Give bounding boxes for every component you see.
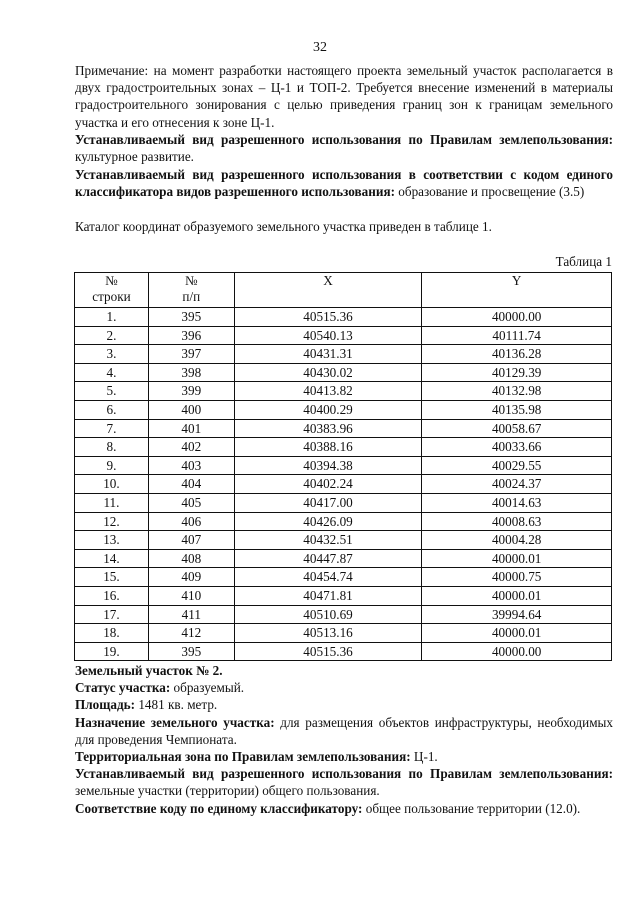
header-y: Y <box>422 273 612 308</box>
cell-pp-number: 398 <box>148 363 234 382</box>
plot2-area-label: Площадь: <box>75 697 136 713</box>
use-classifier-value: образование и просвещение (3.5) <box>394 184 585 200</box>
plot2-area-value: 1481 кв. метр. <box>135 697 218 713</box>
note-paragraph: Примечание: на момент разработки настоящего проекта земельный участок располагается в двух градостроительных зонах – Ц-1 и ТОП-2. Требуется внесение изменений в материалы градостроительного зонирования с целью приведения границ зон к границам земельного участка и его отнесения к зоне Ц-1. <box>75 63 613 130</box>
table-row <box>75 438 612 457</box>
plot2-use-rules <box>75 765 613 799</box>
plot2-purpose <box>75 714 613 748</box>
plot2-use-rules-value: земельные участки (территории) общего пользования. <box>75 783 380 799</box>
cell-row-number: 10. <box>75 475 149 494</box>
table-row <box>75 345 612 364</box>
cell-x: 40400.29 <box>234 400 422 419</box>
plot2-purpose-label: Назначение земельного участка: <box>75 714 275 730</box>
cell-x: 40388.16 <box>234 438 422 457</box>
cell-row-number: 13. <box>75 531 149 550</box>
table-row <box>75 326 612 345</box>
cell-pp-number: 395 <box>148 642 234 661</box>
cell-y: 40024.37 <box>422 475 612 494</box>
cell-pp-number: 403 <box>148 456 234 475</box>
cell-pp-number: 412 <box>148 624 234 643</box>
table-row <box>75 382 612 401</box>
cell-y: 40132.98 <box>422 382 612 401</box>
table-row <box>75 531 612 550</box>
cell-pp-number: 397 <box>148 345 234 364</box>
cell-pp-number: 406 <box>148 512 234 531</box>
cell-x: 40431.31 <box>234 345 422 364</box>
cell-y: 40000.01 <box>422 586 612 605</box>
cell-y: 40000.01 <box>422 549 612 568</box>
cell-x: 40417.00 <box>234 493 422 512</box>
cell-pp-number: 410 <box>148 586 234 605</box>
header-pp-number: № п/п <box>148 273 234 308</box>
table-row <box>75 624 612 643</box>
cell-x: 40513.16 <box>234 624 422 643</box>
cell-row-number: 2. <box>75 326 149 345</box>
cell-x: 40471.81 <box>234 586 422 605</box>
cell-y: 40033.66 <box>422 438 612 457</box>
table-row <box>75 308 612 327</box>
cell-row-number: 17. <box>75 605 149 624</box>
coordinates-table <box>74 272 612 661</box>
table-row <box>75 475 612 494</box>
plot2-status-value: образуемый. <box>170 680 245 696</box>
header-row-number: № строки <box>75 273 149 308</box>
use-rules-label: Устанавливаемый вид разрешенного использования по Правилам землепользования: <box>75 132 613 147</box>
cell-x: 40540.13 <box>234 326 422 345</box>
use-rules-paragraph <box>75 131 613 165</box>
cell-x: 40515.36 <box>234 308 422 327</box>
cell-pp-number: 400 <box>148 400 234 419</box>
cell-row-number: 4. <box>75 363 149 382</box>
cell-y: 40008.63 <box>422 512 612 531</box>
cell-x: 40413.82 <box>234 382 422 401</box>
table-row <box>75 549 612 568</box>
plot2-status <box>75 679 613 696</box>
cell-pp-number: 395 <box>148 308 234 327</box>
cell-y: 40029.55 <box>422 456 612 475</box>
plot2-classifier-label: Соответствие коду по единому классификатору: <box>75 800 363 816</box>
cell-y: 40014.63 <box>422 493 612 512</box>
table-caption: Таблица 1 <box>555 254 612 269</box>
table-row <box>75 419 612 438</box>
plot2-zone-value: Ц-1. <box>410 749 438 765</box>
table-row <box>75 400 612 419</box>
cell-x: 40383.96 <box>234 419 422 438</box>
cell-pp-number: 407 <box>148 531 234 550</box>
cell-y: 40136.28 <box>422 345 612 364</box>
cell-row-number: 6. <box>75 400 149 419</box>
cell-y: 40000.00 <box>422 642 612 661</box>
table-row <box>75 512 612 531</box>
cell-pp-number: 399 <box>148 382 234 401</box>
cell-row-number: 15. <box>75 568 149 587</box>
plot2-use-rules-label: Устанавливаемый вид разрешенного использования по Правилам землепользования: <box>75 766 613 782</box>
cell-row-number: 12. <box>75 512 149 531</box>
plot2-zone-label: Территориальная зона по Правилам землепользования: <box>75 749 411 765</box>
cell-x: 40430.02 <box>234 363 422 382</box>
table-row <box>75 493 612 512</box>
cell-row-number: 11. <box>75 493 149 512</box>
header-x: X <box>234 273 422 308</box>
cell-y: 39994.64 <box>422 605 612 624</box>
table-row <box>75 586 612 605</box>
cell-row-number: 3. <box>75 345 149 364</box>
cell-row-number: 1. <box>75 308 149 327</box>
cell-y: 40000.00 <box>422 308 612 327</box>
plot2-classifier-value: общее пользование территории (12.0). <box>362 800 581 816</box>
plot2-classifier <box>75 800 613 817</box>
use-classifier-label: Устанавливаемый вид разрешенного использования в соответствии с кодом единого классификатора видов разрешенного использования: <box>75 167 613 200</box>
cell-pp-number: 411 <box>148 605 234 624</box>
cell-row-number: 5. <box>75 382 149 401</box>
cell-y: 40129.39 <box>422 363 612 382</box>
cell-pp-number: 396 <box>148 326 234 345</box>
cell-pp-number: 404 <box>148 475 234 494</box>
cell-x: 40515.36 <box>234 642 422 661</box>
table-row <box>75 363 612 382</box>
plot2-heading <box>75 662 613 679</box>
cell-y: 40004.28 <box>422 531 612 550</box>
cell-x: 40402.24 <box>234 475 422 494</box>
catalog-text: Каталог координат образуемого земельного участка приведен в таблице 1. <box>75 219 492 234</box>
page-number: 32 <box>313 40 327 55</box>
plot2-area <box>75 696 613 713</box>
cell-pp-number: 401 <box>148 419 234 438</box>
cell-y: 40058.67 <box>422 419 612 438</box>
cell-pp-number: 408 <box>148 549 234 568</box>
plot2-section <box>75 662 613 817</box>
plot2-purpose-value: для размещения объектов инфраструктуры, необходимых для проведения Чемпионата. <box>75 714 613 747</box>
table-row <box>75 568 612 587</box>
table-row <box>75 456 612 475</box>
table-row <box>75 642 612 661</box>
plot2-zone <box>75 748 613 765</box>
cell-row-number: 18. <box>75 624 149 643</box>
cell-x: 40394.38 <box>234 456 422 475</box>
cell-y: 40111.74 <box>422 326 612 345</box>
cell-y: 40135.98 <box>422 400 612 419</box>
cell-row-number: 9. <box>75 456 149 475</box>
cell-row-number: 14. <box>75 549 149 568</box>
cell-y: 40000.75 <box>422 568 612 587</box>
cell-pp-number: 405 <box>148 493 234 512</box>
table-body <box>75 308 612 661</box>
use-rules-value: культурное развитие. <box>75 149 194 165</box>
cell-x: 40426.09 <box>234 512 422 531</box>
cell-row-number: 7. <box>75 419 149 438</box>
plot2-status-label: Статус участка: <box>75 680 171 696</box>
cell-x: 40447.87 <box>234 549 422 568</box>
cell-pp-number: 409 <box>148 568 234 587</box>
cell-row-number: 16. <box>75 586 149 605</box>
cell-pp-number: 402 <box>148 438 234 457</box>
table-header-row <box>75 273 612 308</box>
cell-x: 40454.74 <box>234 568 422 587</box>
cell-x: 40432.51 <box>234 531 422 550</box>
use-classifier-paragraph <box>75 166 613 200</box>
table-row <box>75 605 612 624</box>
cell-y: 40000.01 <box>422 624 612 643</box>
cell-x: 40510.69 <box>234 605 422 624</box>
cell-row-number: 19. <box>75 642 149 661</box>
plot2-heading-text: Земельный участок № 2. <box>75 663 223 678</box>
cell-row-number: 8. <box>75 438 149 457</box>
